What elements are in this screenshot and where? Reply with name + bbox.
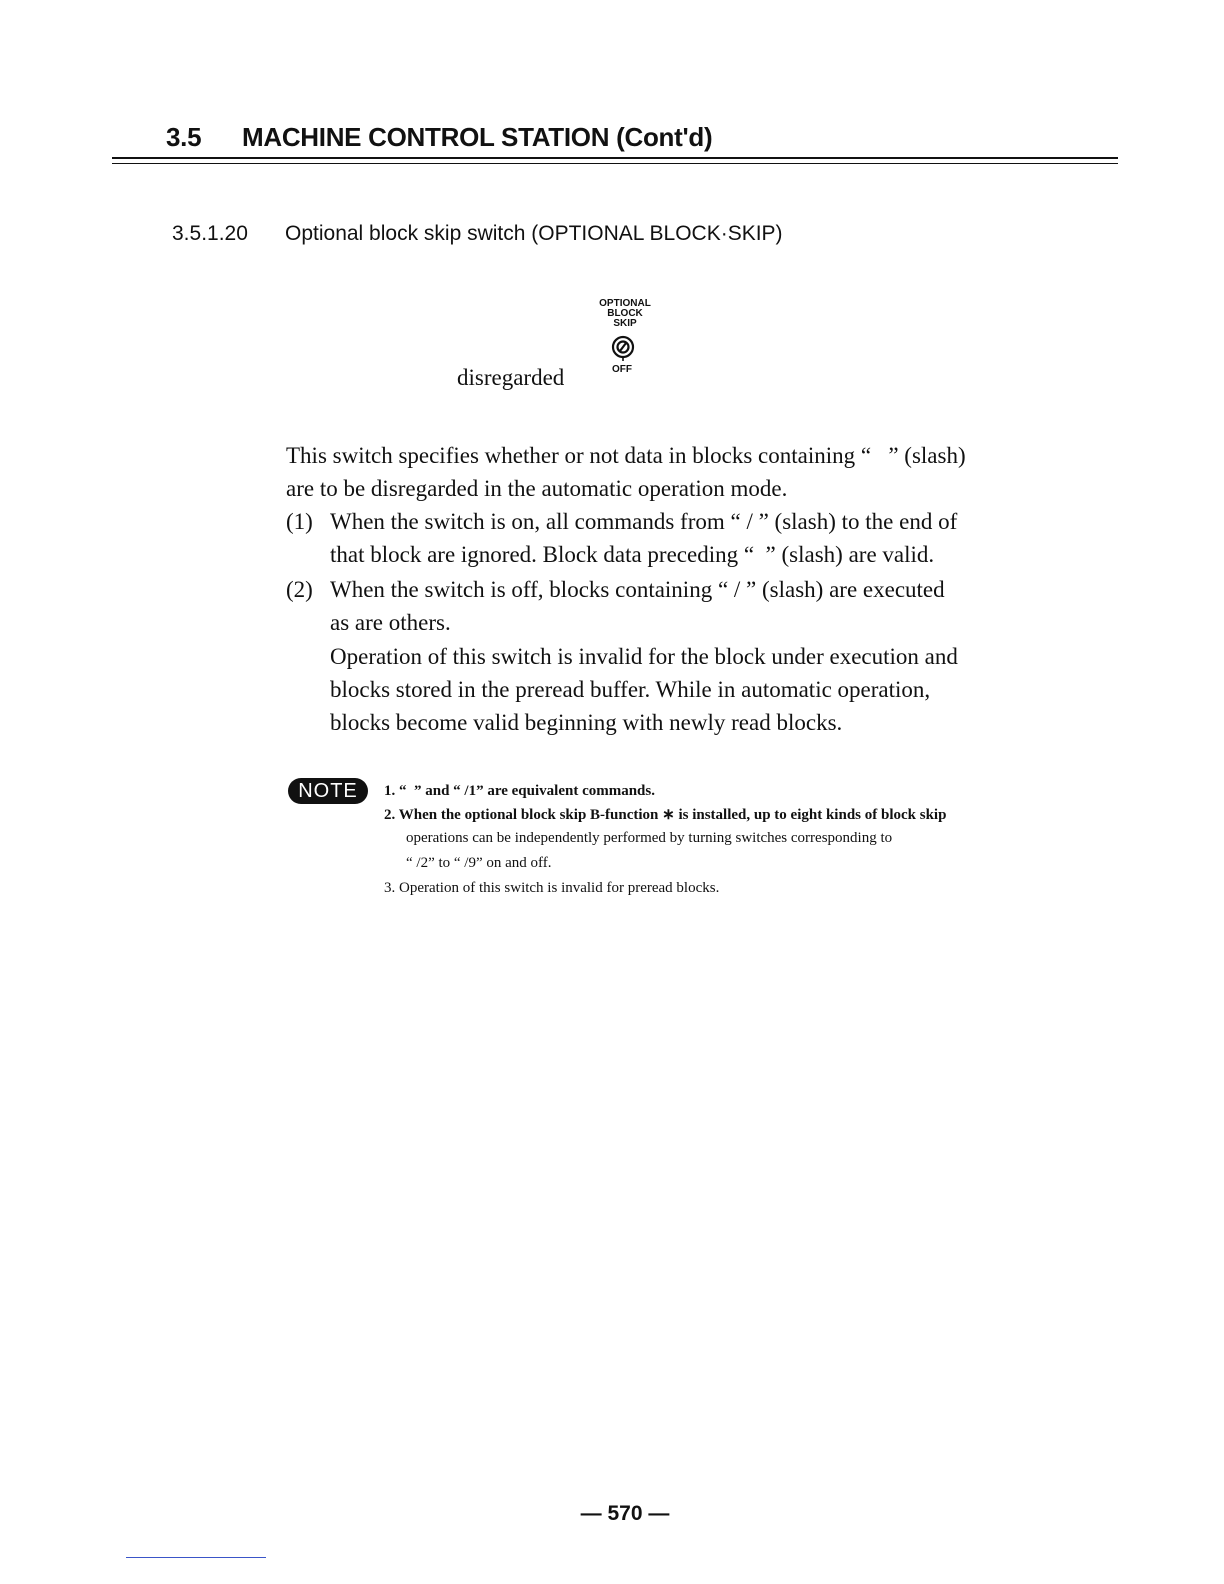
- switch-label-line3: SKIP: [613, 318, 637, 329]
- subsection-title: Optional block skip switch (OPTIONAL BLOCK·SKIP): [285, 222, 783, 245]
- list-item-1: [286, 505, 957, 538]
- intro-line: are to be disregarded in the automatic operation mode.: [286, 476, 788, 501]
- switch-label-line2: BLOCK: [607, 308, 643, 319]
- list-item-2-continuation: as are others.: [330, 610, 451, 635]
- list-item-text: When the switch is on, all commands from “ / ” (slash) to the end of: [330, 509, 958, 534]
- switch-position-label: disregarded: [457, 365, 565, 390]
- list-item-1-continuation: that block are ignored. Block data preceding “ ” (slash) are valid.: [330, 542, 935, 567]
- header-rule-thin: [112, 163, 1118, 164]
- intro-paragraph: [286, 439, 966, 505]
- paragraph-line: Operation of this switch is invalid for the block under execution and: [330, 644, 958, 669]
- list-item-text: When the switch is off, blocks containing “ / ” (slash) are executed: [330, 577, 945, 602]
- intro-line: This switch specifies whether or not data in blocks containing “ ” (slash): [286, 443, 966, 468]
- list-marker: (2): [286, 577, 313, 602]
- paragraph-line: blocks stored in the preread buffer. While in automatic operation,: [330, 677, 931, 702]
- note-item-3: 3. Operation of this switch is invalid for preread blocks.: [384, 880, 720, 896]
- page-title: MACHINE CONTROL STATION (Cont'd): [242, 122, 713, 152]
- rotary-switch-icon: [611, 335, 635, 361]
- section-number: 3.5: [166, 122, 202, 152]
- list-marker: (1): [286, 509, 313, 534]
- list-item-2: [286, 573, 945, 606]
- subsection-number: 3.5.1.20: [172, 222, 248, 245]
- switch-label-line1: OPTIONAL: [599, 298, 651, 309]
- header-rule-thick: [112, 157, 1118, 159]
- note-item-1: 1. “ ” and “ /1” are equivalent commands.: [384, 783, 655, 799]
- page-header: [166, 122, 712, 153]
- operation-paragraph: [330, 640, 958, 739]
- note-item-2: 2. When the optional block skip B-function ∗ is installed, up to eight kinds of block skip: [384, 807, 947, 823]
- switch-label: [575, 299, 675, 329]
- bottom-rule: [126, 1557, 266, 1558]
- paragraph-line: blocks become valid beginning with newly read blocks.: [330, 710, 843, 735]
- page-number: — 570 —: [580, 1502, 670, 1525]
- note-item-2-continuation: operations can be independently performed by turning switches corresponding to: [406, 830, 893, 846]
- switch-off-label: OFF: [612, 364, 632, 375]
- note-item-2-continuation: “ /2” to “ /9” on and off.: [406, 855, 552, 871]
- note-badge: NOTE: [288, 778, 368, 804]
